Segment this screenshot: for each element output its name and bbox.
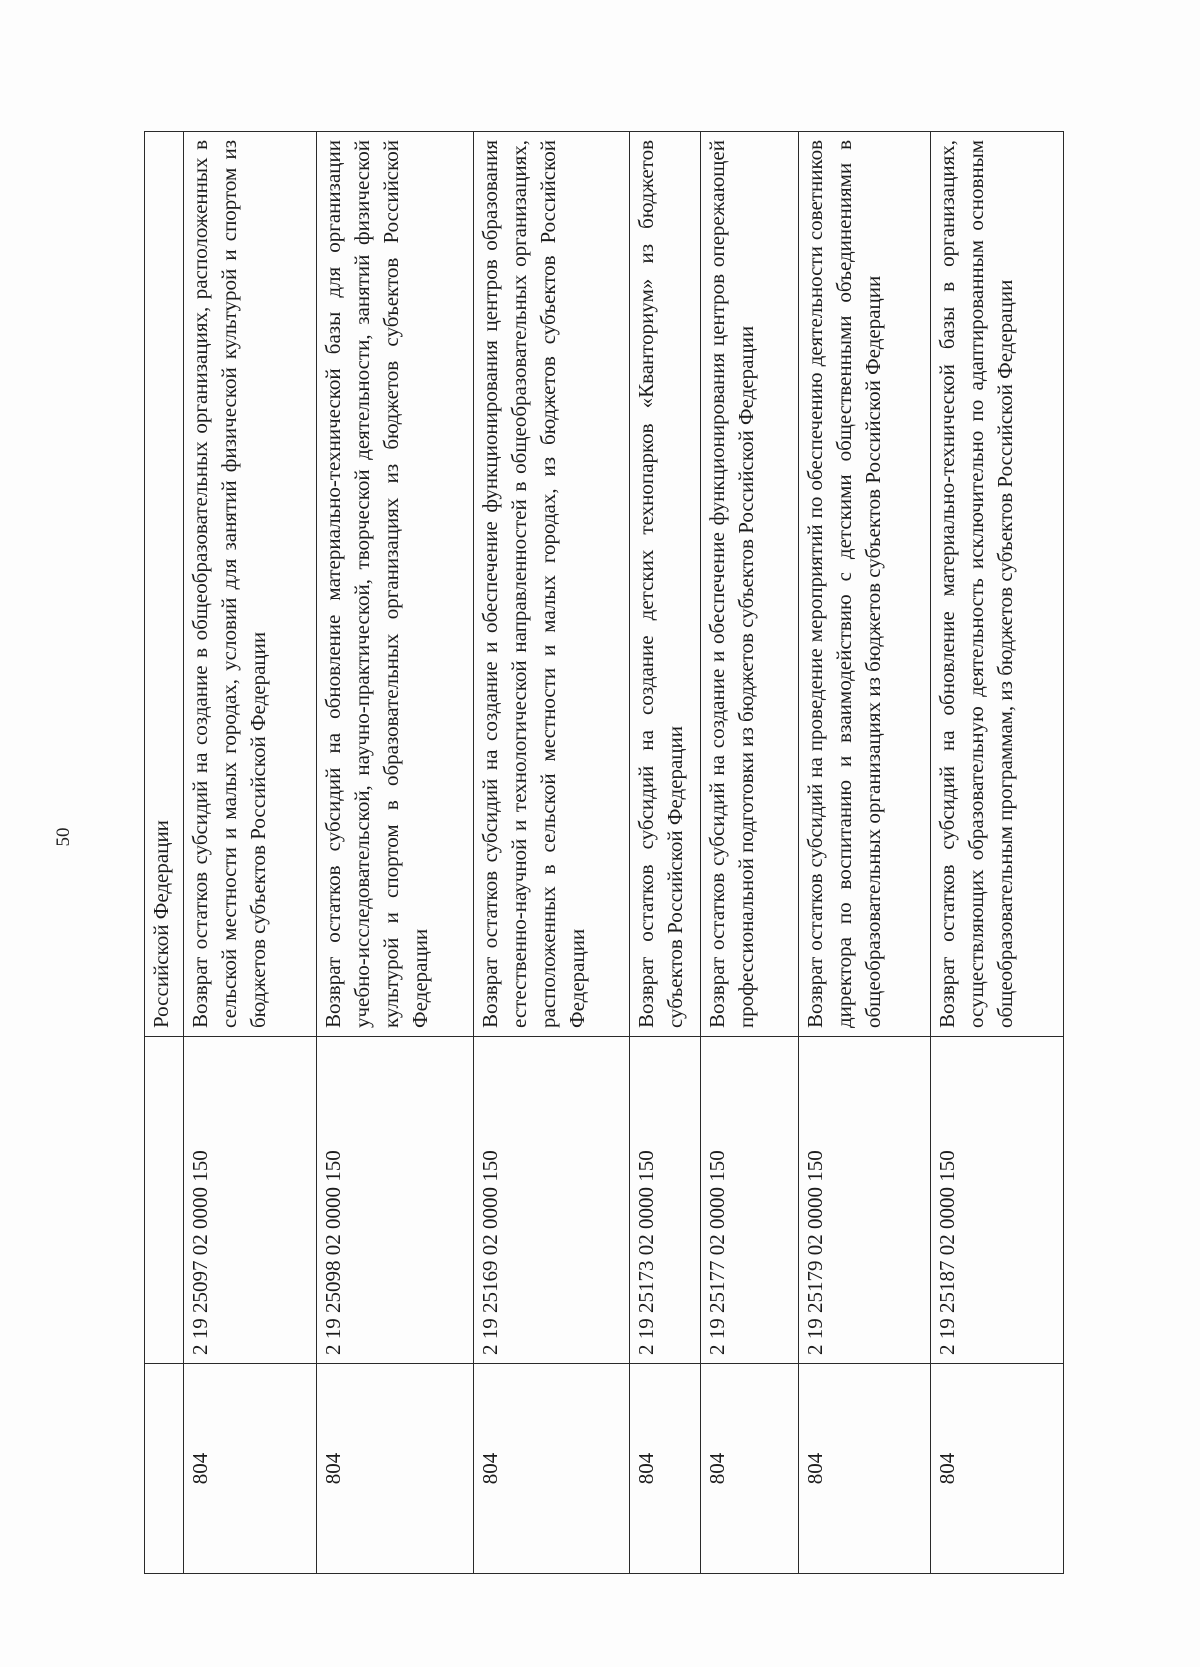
- kbk-code-cell: 2 19 25179 02 0000 150: [799, 1037, 931, 1364]
- table-row: [316, 132, 473, 1574]
- table-row: [799, 132, 931, 1574]
- budget-classification-table: [144, 131, 1064, 1574]
- table-container: [144, 132, 1064, 1574]
- kbk-code-cell: 2 19 25173 02 0000 150: [630, 1037, 700, 1364]
- description-cell: Возврат остатков субсидий на создание и обеспечение функционирования центров образования естественно-научной и технологической направленностей в общеобразовательных организациях, расположенных в сельской местности и малых городах, из бюджетов субъектов Российской Федерации: [473, 132, 630, 1037]
- admin-code-cell: 804: [700, 1364, 798, 1574]
- description-cell: Российской Федерации: [145, 132, 184, 1037]
- kbk-code-cell: 2 19 25177 02 0000 150: [700, 1037, 798, 1364]
- admin-code-cell: 804: [316, 1364, 473, 1574]
- kbk-code-cell: 2 19 25169 02 0000 150: [473, 1037, 630, 1364]
- admin-code-cell: 804: [630, 1364, 700, 1574]
- admin-code-cell: [145, 1364, 184, 1574]
- table-row: [473, 132, 630, 1574]
- admin-code-cell: 804: [930, 1364, 1063, 1574]
- table-row: [930, 132, 1063, 1574]
- description-cell: Возврат остатков субсидий на создание детских технопарков «Кванториум» из бюджетов субъектов Российской Федерации: [630, 132, 700, 1037]
- description-cell: Возврат остатков субсидий на обновление материально-технической базы для организации учебно-исследовательской, научно-практической, творческой деятельности, занятий физической культурой и спортом в образовательных организациях из бюджетов субъектов Российской Федерации: [316, 132, 473, 1037]
- page-number: 50: [53, 827, 74, 847]
- admin-code-cell: 804: [473, 1364, 630, 1574]
- table-row: [630, 132, 700, 1574]
- description-cell: Возврат остатков субсидий на создание в общеобразовательных организациях, расположенных в сельской местности и малых городах, условий для занятий физической культурой и спортом из бюджетов субъектов Российской Федерации: [183, 132, 316, 1037]
- kbk-code-cell: 2 19 25097 02 0000 150: [183, 1037, 316, 1364]
- table-row: [700, 132, 798, 1574]
- table-row: [183, 132, 316, 1574]
- admin-code-cell: 804: [799, 1364, 931, 1574]
- table-row-continuation: [145, 132, 184, 1574]
- rotated-table-frame: [144, 132, 1064, 1574]
- description-cell: Возврат остатков субсидий на создание и обеспечение функционирования центров опережающей профессиональной подготовки из бюджетов субъектов Российской Федерации: [700, 132, 798, 1037]
- kbk-code-cell: 2 19 25098 02 0000 150: [316, 1037, 473, 1364]
- admin-code-cell: 804: [183, 1364, 316, 1574]
- kbk-code-cell: [145, 1037, 184, 1364]
- kbk-code-cell: 2 19 25187 02 0000 150: [930, 1037, 1063, 1364]
- description-cell: Возврат остатков субсидий на обновление материально-технической базы в организациях, осуществляющих образовательную деятельность исключительно по адаптированным основным общеобразовательным программам, из бюджетов субъектов Российской Федерации: [930, 132, 1063, 1037]
- description-cell: Возврат остатков субсидий на проведение мероприятий по обеспечению деятельности советников директора по воспитанию и взаимодействию с детскими общественными объединениями в общеобразовательных организациях из бюджетов субъектов Российской Федерации: [799, 132, 931, 1037]
